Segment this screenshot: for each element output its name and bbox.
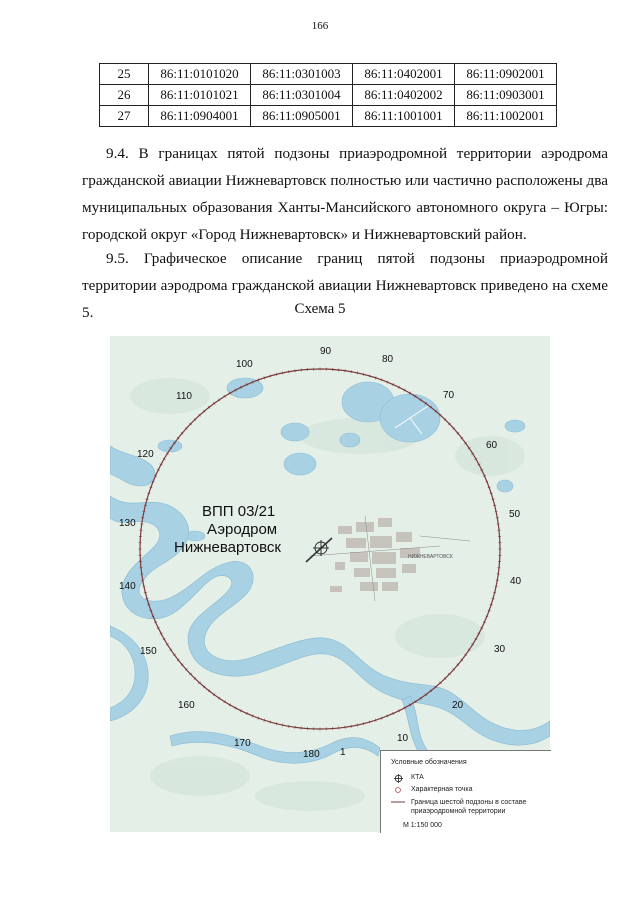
legend-item-boundary bbox=[391, 799, 543, 816]
table-cell: 86:11:0904001 bbox=[149, 106, 251, 127]
bearing-label: 130 bbox=[119, 518, 136, 529]
legend-title: Условные обозначения bbox=[391, 759, 467, 766]
table-cell: 86:11:0101021 bbox=[149, 85, 251, 106]
bearing-label: 1 bbox=[340, 747, 346, 758]
table-cell: 26 bbox=[100, 85, 149, 106]
page-number: 166 bbox=[311, 20, 329, 32]
table-cell: 25 bbox=[100, 64, 149, 85]
legend-label: КТА bbox=[411, 774, 424, 781]
bearing-label: 150 bbox=[140, 646, 157, 657]
scheme-caption: Схема 5 bbox=[294, 301, 346, 317]
map-legend bbox=[380, 750, 551, 833]
paragraph-9-5: 9.5. Графическое описание границ пятой подзоны приаэродромной территории аэродрома гражданской авиации Нижневартовск приведено на схеме 5. bbox=[82, 250, 608, 321]
city-label: Нижневартовск bbox=[174, 539, 281, 556]
legend-label: Характерная точка bbox=[411, 786, 473, 793]
bearing-label: 60 bbox=[486, 440, 498, 451]
bearing-label: 40 bbox=[510, 576, 522, 587]
bearing-label: 170 bbox=[234, 738, 251, 749]
table-cell: 86:11:0301004 bbox=[251, 85, 353, 106]
table-row bbox=[100, 106, 557, 127]
table-cell: 86:11:1001001 bbox=[353, 106, 455, 127]
bearing-label: 10 bbox=[397, 733, 409, 744]
bearing-label: 120 bbox=[137, 449, 154, 460]
table-cell: 86:11:0905001 bbox=[251, 106, 353, 127]
bearing-label: 20 bbox=[452, 700, 464, 711]
table-cell: 86:11:0902001 bbox=[455, 64, 557, 85]
bearing-label: 50 bbox=[509, 509, 521, 520]
legend-item-kta bbox=[391, 774, 424, 785]
bearing-label: 110 bbox=[176, 391, 192, 402]
kta-icon bbox=[391, 774, 405, 785]
table-cell: 86:11:0903001 bbox=[455, 85, 557, 106]
characteristic-point-icon bbox=[391, 786, 405, 796]
legend-label: Граница шестой подзоны в составе приаэродромной территории bbox=[411, 799, 527, 815]
legend-scale: М 1:150 000 bbox=[403, 822, 442, 829]
table-cell: 86:11:0402002 bbox=[353, 85, 455, 106]
table-cell: 27 bbox=[100, 106, 149, 127]
table-cell: 86:11:0101020 bbox=[149, 64, 251, 85]
bearing-label: 160 bbox=[178, 700, 195, 711]
table-cell: 86:11:1002001 bbox=[455, 106, 557, 127]
paragraph-9-4: 9.4. В границах пятой подзоны приаэродромной территории аэродрома гражданской авиации Нижневартовск полностью или частично расположены два муниципальных образования Ханты-Мансийского автономного округа – Югры: городской округ «Город Нижневартовск» и Нижневартовский район. bbox=[82, 145, 608, 243]
map-town-label: НИЖНЕВАРТОВСК bbox=[408, 554, 453, 560]
table-row bbox=[100, 85, 557, 106]
bearing-label: 100 bbox=[236, 359, 253, 370]
bearing-label: 30 bbox=[494, 644, 506, 655]
aerodrome-label: Аэродром bbox=[207, 521, 278, 538]
legend-item-char-point bbox=[391, 786, 473, 796]
bearing-label: 140 bbox=[119, 581, 136, 592]
bearing-label: 180 bbox=[303, 749, 320, 760]
bearing-label: 80 bbox=[382, 354, 394, 365]
runway-label: ВПП 03/21 bbox=[202, 503, 276, 520]
table-cell: 86:11:0402001 bbox=[353, 64, 455, 85]
cadastral-table bbox=[99, 63, 557, 127]
boundary-line-icon bbox=[391, 799, 405, 807]
table-row bbox=[100, 64, 557, 85]
table-cell: 86:11:0301003 bbox=[251, 64, 353, 85]
bearing-label: 70 bbox=[443, 390, 455, 401]
bearing-label: 90 bbox=[320, 346, 332, 357]
